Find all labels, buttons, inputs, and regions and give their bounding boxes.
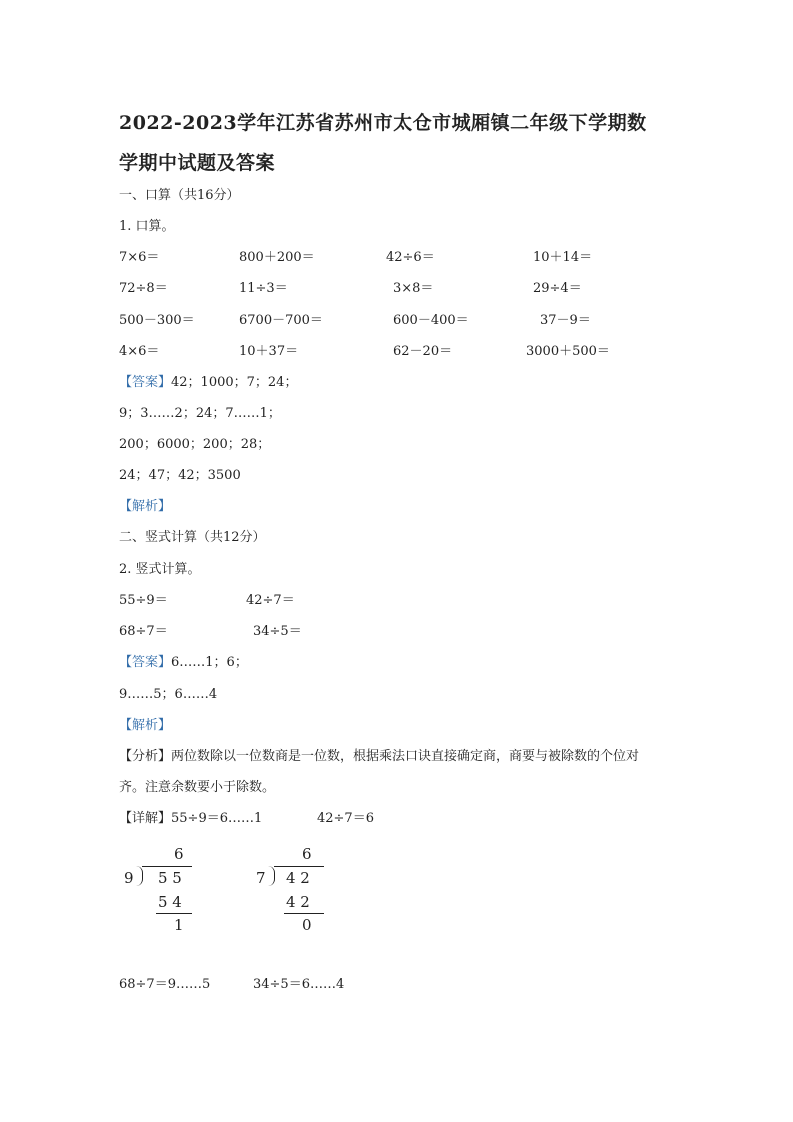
document-title-line-2: 学期中试题及答案 bbox=[119, 152, 276, 174]
problem-cell: 600－400＝ bbox=[393, 313, 469, 328]
answer-line-4: 24；47；42；3500 bbox=[119, 468, 241, 483]
problem-cell: 11÷3＝ bbox=[239, 281, 288, 296]
problem-cell: 6700－700＝ bbox=[239, 313, 323, 328]
subtraction-bar bbox=[156, 913, 192, 914]
answer-line-6: 9……5；6……4 bbox=[119, 687, 218, 702]
detail-tag: 【详解】 bbox=[119, 811, 172, 826]
problem-cell: 29÷4＝ bbox=[533, 281, 582, 296]
division-bracket bbox=[268, 866, 275, 886]
dividend: 5 5 bbox=[158, 869, 182, 887]
problem-cell: 4×6＝ bbox=[119, 344, 160, 359]
analysis-line-1: 【分析】两位数除以一位数商是一位数，根据乘法口诀直接确定商，商要与被除数的个位对 bbox=[119, 749, 640, 764]
detail-equation-d: 34÷5＝6……4 bbox=[253, 977, 345, 992]
problem-cell: 42÷6＝ bbox=[386, 250, 435, 265]
long-division-42-7 bbox=[254, 845, 334, 935]
problem-cell: 42÷7＝ bbox=[246, 593, 295, 608]
problem-cell: 10＋14＝ bbox=[533, 250, 593, 265]
answer-line-2: 9；3……2；24；7……1； bbox=[119, 406, 281, 421]
problem-cell: 500－300＝ bbox=[119, 313, 195, 328]
remainder: 0 bbox=[302, 916, 312, 934]
dividend: 4 2 bbox=[286, 869, 310, 887]
problem-cell: 800＋200＝ bbox=[239, 250, 315, 265]
problem-cell: 34÷5＝ bbox=[253, 624, 302, 639]
analysis-tag: 【解析】 bbox=[119, 499, 172, 514]
quotient: 6 bbox=[174, 845, 184, 863]
answer-line-3: 200；6000；200；28； bbox=[119, 437, 271, 452]
analysis-line-2: 齐。注意余数要小于除数。 bbox=[119, 780, 276, 795]
detail-equation-c: 68÷7＝9……5 bbox=[119, 977, 211, 992]
divisor: 7 bbox=[256, 869, 266, 887]
problem-cell: 37－9＝ bbox=[540, 313, 591, 328]
answer-text: 6……1；6； bbox=[171, 655, 248, 670]
remainder: 1 bbox=[174, 916, 184, 934]
answer-line-1 bbox=[119, 374, 297, 392]
problem-cell: 68÷7＝ bbox=[119, 624, 168, 639]
section-2-heading: 二、竖式计算（共12分） bbox=[119, 530, 266, 545]
detail-equation-b: 42÷7＝6 bbox=[317, 811, 374, 826]
detail-equation-a: 55÷9＝6……1 bbox=[171, 811, 263, 826]
problem-cell: 62－20＝ bbox=[393, 344, 453, 359]
document-title-line-1: 2022-2023学年江苏省苏州市太仓市城厢镇二年级下学期数 bbox=[119, 112, 647, 134]
division-bar bbox=[142, 866, 192, 867]
subtraction-bar bbox=[284, 913, 324, 914]
problem-cell: 7×6＝ bbox=[119, 250, 160, 265]
section-1-heading: 一、口算（共16分） bbox=[119, 188, 240, 203]
answer-tag: 【答案】 bbox=[119, 375, 172, 390]
answer-text: 42；1000；7；24； bbox=[171, 375, 298, 390]
problem-cell: 55÷9＝ bbox=[119, 593, 168, 608]
question-1-label: 1. 口算。 bbox=[119, 219, 175, 234]
answer-tag: 【答案】 bbox=[119, 655, 172, 670]
divisor: 9 bbox=[124, 869, 134, 887]
problem-cell: 72÷8＝ bbox=[119, 281, 168, 296]
long-division-55-9 bbox=[122, 845, 202, 935]
product: 4 2 bbox=[286, 893, 310, 911]
quotient: 6 bbox=[302, 845, 312, 863]
problem-cell: 3000＋500＝ bbox=[526, 344, 610, 359]
division-bracket bbox=[136, 866, 143, 886]
analysis-tag: 【解析】 bbox=[119, 718, 172, 733]
problem-cell: 3×8＝ bbox=[393, 281, 434, 296]
answer-line-5 bbox=[119, 654, 248, 672]
product: 5 4 bbox=[158, 893, 182, 911]
problem-cell: 10＋37＝ bbox=[239, 344, 299, 359]
division-bar bbox=[274, 866, 324, 867]
question-2-label: 2. 竖式计算。 bbox=[119, 562, 201, 577]
detail-line bbox=[119, 810, 262, 828]
